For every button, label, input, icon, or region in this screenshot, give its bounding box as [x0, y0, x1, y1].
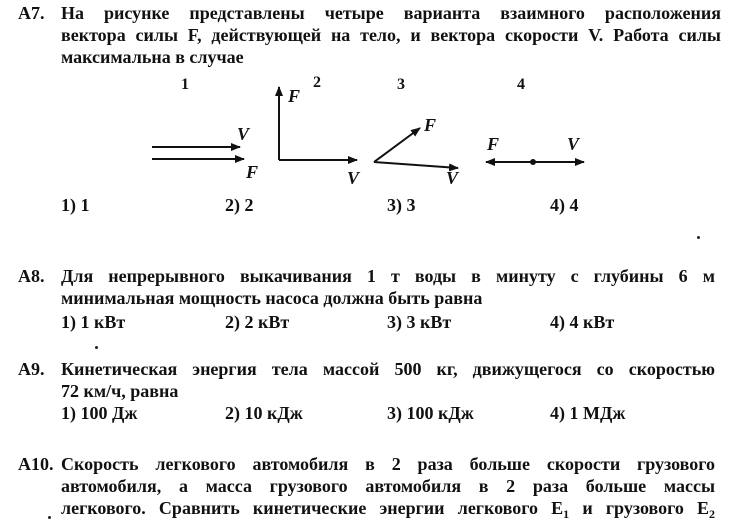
scan-speck	[697, 236, 700, 239]
question-text-line: На рисунке представлены четыре варианта взаимного расположения	[61, 3, 721, 23]
answer-option-4: 4) 1 МДж	[550, 403, 626, 423]
scan-speck	[95, 346, 98, 349]
answer-option-3: 3) 3	[387, 195, 416, 215]
question-text-line: Скорость легкового автомобиля в 2 раза больше скорости грузового	[61, 454, 715, 474]
text: , действующей на тело, и вектора скорости	[197, 25, 589, 45]
case2-label-f: F	[288, 86, 301, 106]
answer-option-1: 1) 1	[61, 195, 90, 215]
text: легкового. Сравнить кинетические энергии легкового	[61, 498, 552, 518]
case4-body-point	[530, 159, 536, 165]
case3-vector-f	[374, 128, 420, 162]
question-number: A7.	[18, 3, 45, 23]
question-number: A10.	[18, 454, 54, 474]
answer-option-4: 4) 4	[550, 195, 579, 215]
diagram-label-1: 1	[181, 76, 189, 93]
case4-label-v: V	[567, 134, 580, 154]
text: и грузового	[569, 498, 697, 518]
diagram-label-4: 4	[517, 76, 525, 93]
energy-e1-symbol	[551, 498, 570, 521]
vector-f-symbol: F	[187, 25, 198, 45]
answer-option-2: 2) 2	[225, 195, 254, 215]
question-number: A9.	[18, 359, 45, 379]
scan-speck	[48, 516, 51, 519]
case3-label-f: F	[424, 115, 437, 135]
case1-label-f: F	[246, 162, 259, 182]
answer-option-2: 2) 2 кВт	[225, 312, 290, 332]
subscript: 2	[709, 507, 715, 521]
text: . Работа силы	[598, 25, 721, 45]
symbol: E	[696, 498, 709, 518]
case1-label-v: V	[237, 124, 250, 144]
question-text-line: Кинетическая энергия тела массой 500 кг, движущегося со скоростью	[61, 359, 715, 379]
text: вектора силы	[61, 25, 188, 45]
answer-option-1: 1) 1 кВт	[61, 312, 126, 332]
diagram-label-3: 3	[397, 76, 405, 93]
case2-label-v: V	[347, 168, 360, 188]
answer-option-3: 3) 3 кВт	[387, 312, 452, 332]
symbol: E	[551, 498, 564, 518]
question-text-line: Для непрерывного выкачивания 1 т воды в минуту с глубины 6 м	[61, 266, 715, 286]
question-text-line: автомобиля, а масса грузового автомобиля в 2 раза больше массы	[61, 476, 715, 496]
question-text-line	[61, 497, 715, 525]
question-number: A8.	[18, 266, 45, 286]
answer-option-3: 3) 100 кДж	[387, 403, 474, 423]
vector-v-symbol: V	[588, 25, 599, 45]
vector-diagrams	[0, 0, 735, 200]
question-text-line: минимальная мощность насоса должна быть равна	[61, 288, 483, 308]
case4-label-f: F	[487, 134, 500, 154]
question-text-line: максимальна в случае	[61, 47, 244, 67]
answer-option-2: 2) 10 кДж	[225, 403, 303, 423]
diagram-label-2: 2	[313, 74, 321, 91]
question-text-line: 72 км/ч, равна	[61, 381, 179, 401]
answer-option-1: 1) 100 Дж	[61, 403, 138, 423]
subscript: 1	[563, 507, 570, 521]
energy-e2-symbol	[696, 498, 715, 521]
answer-option-4: 4) 4 кВт	[550, 312, 615, 332]
case3-label-v: V	[446, 168, 459, 188]
